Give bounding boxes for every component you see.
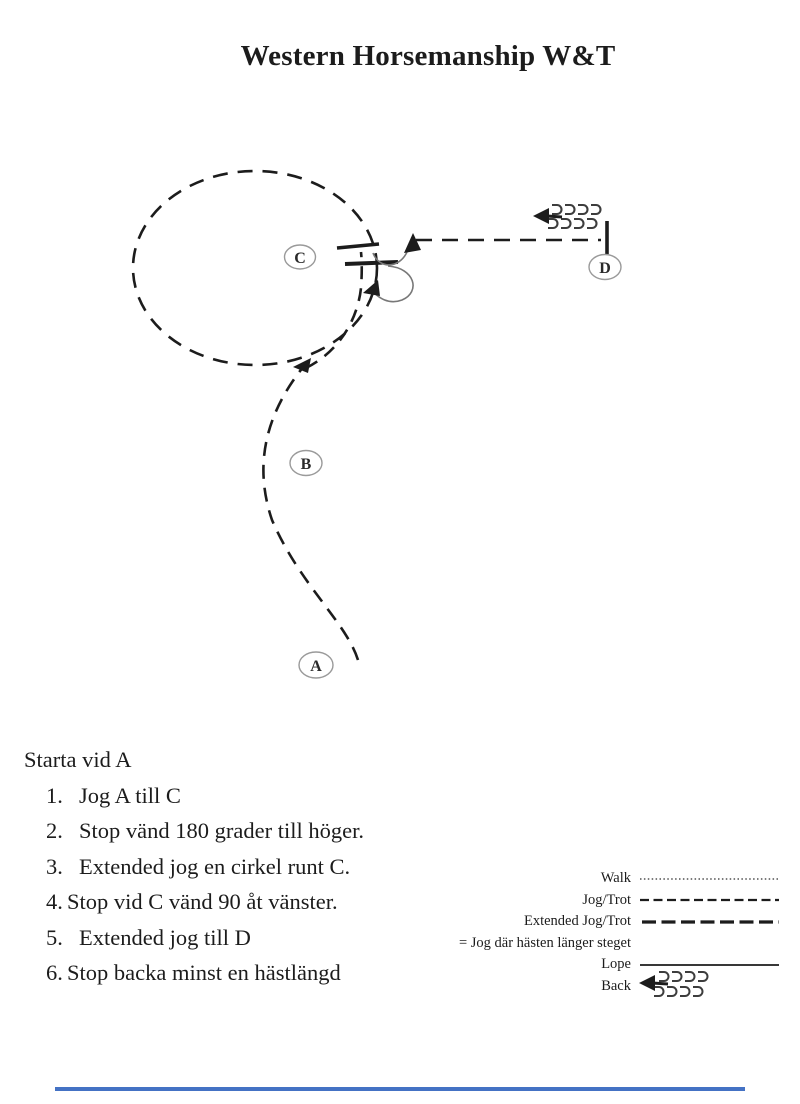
marker-a-label: A xyxy=(310,658,322,675)
instruction-step xyxy=(24,849,364,885)
stop-bar-2 xyxy=(345,262,398,264)
instruction-step xyxy=(24,813,364,849)
step-number: 6. xyxy=(46,960,63,985)
marker-b xyxy=(290,451,322,476)
marker-a xyxy=(299,652,333,678)
step-text: Extended jog till D xyxy=(79,924,251,950)
step-number: 3. xyxy=(46,853,63,879)
back-symbol-icon xyxy=(533,205,601,228)
step-number: 4. xyxy=(46,889,63,914)
instructions-intro: Starta vid A xyxy=(24,747,132,772)
back-hoofprint-arrow-icon xyxy=(638,976,788,998)
marker-d-label: D xyxy=(599,260,611,277)
step-number: 5. xyxy=(46,924,63,950)
page-title: Western Horsemanship W&T xyxy=(240,40,616,72)
jog-dashed-line-icon xyxy=(638,890,788,912)
footer-rule xyxy=(55,1087,745,1091)
stop-bar-1 xyxy=(337,244,379,248)
turn-180-arrowhead-icon xyxy=(363,280,380,296)
step-text: Stop backa minst en hästlängd xyxy=(67,960,341,985)
instructions-block xyxy=(24,742,364,991)
marker-c-label: C xyxy=(294,250,306,267)
instruction-step xyxy=(24,884,364,920)
step-text: Extended jog en cirkel runt C. xyxy=(79,853,351,879)
extended-jog-circle-path xyxy=(133,171,377,365)
jog-path-a-to-c xyxy=(263,366,358,660)
legend-note-extended-jog: = Jog där hästen länger steget xyxy=(458,934,631,951)
turn-90-arrowhead-icon xyxy=(404,233,421,253)
legend-label-back: Back xyxy=(601,977,631,994)
instruction-step xyxy=(24,778,364,814)
legend-note-spacer xyxy=(638,933,788,955)
step-number: 1. xyxy=(46,782,63,808)
legend-label-walk: Walk xyxy=(600,870,631,886)
approach-path-to-stop xyxy=(306,252,362,368)
instructions-steps xyxy=(24,778,364,991)
instruction-step xyxy=(24,920,364,956)
step-text: Stop vänd 180 grader till höger. xyxy=(79,818,364,843)
step-number: 2. xyxy=(46,818,63,843)
gait-legend xyxy=(459,868,788,997)
legend-label-lope: Lope xyxy=(601,956,631,972)
extended-jog-dashed-line-icon xyxy=(638,911,788,933)
marker-d xyxy=(589,255,621,280)
marker-b-label: B xyxy=(300,456,312,473)
step-text: Jog A till C xyxy=(79,782,181,808)
walk-dotted-line-icon xyxy=(638,868,788,890)
instruction-step xyxy=(24,955,364,991)
step-text: Stop vid C vänd 90 åt vänster. xyxy=(67,889,338,914)
marker-c xyxy=(285,245,316,269)
legend-label-extended-jog-trot: Extended Jog/Trot xyxy=(523,913,631,929)
legend-label-jog-trot: Jog/Trot xyxy=(582,891,631,908)
